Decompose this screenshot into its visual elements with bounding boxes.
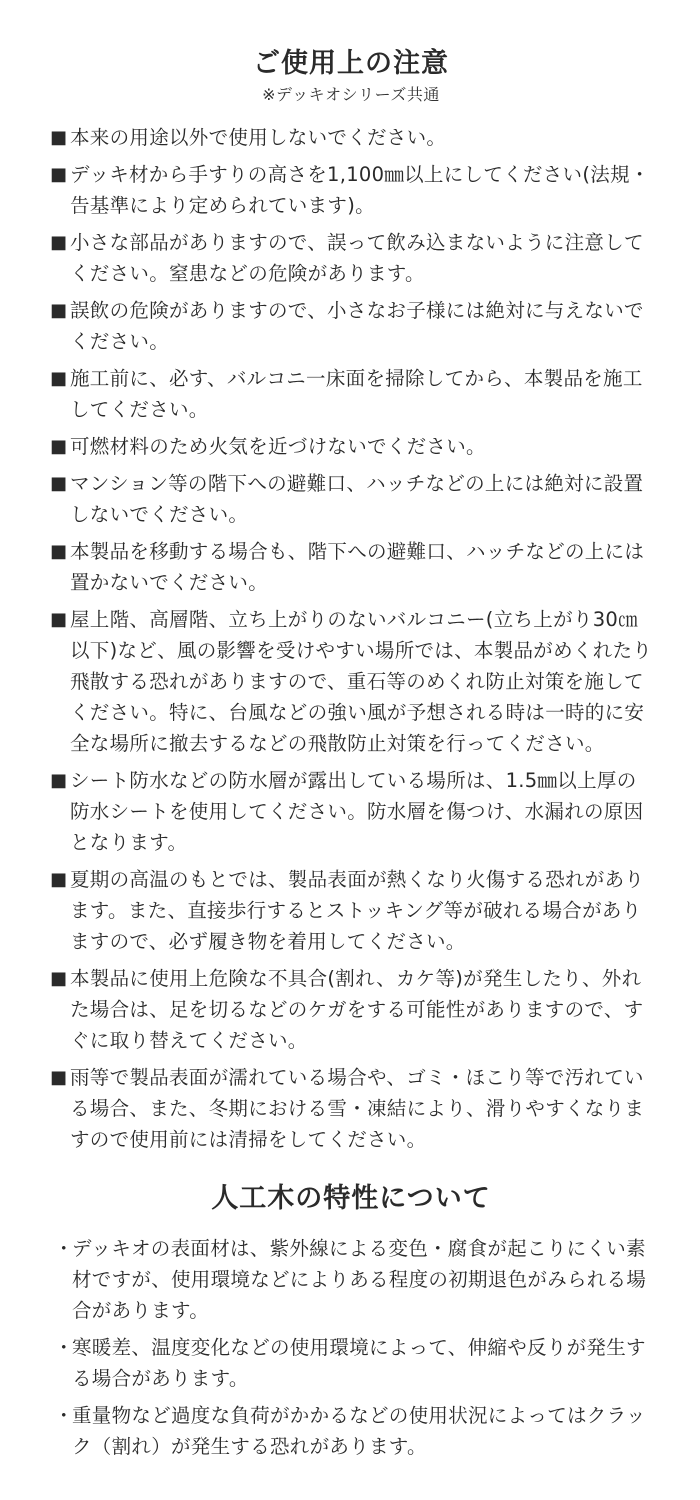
caution-text: 施工前に、必す、バルコニ一床面を掃除してから、本製品を施工してください。 <box>70 367 643 421</box>
feature-item <box>48 1332 654 1394</box>
square-bullet-icon: ■ <box>50 770 68 791</box>
feature-text: 重量物など過度な負荷がかかるなどの使用状況によってはクラック（割れ）が発生する恐れがあります。 <box>72 1404 646 1458</box>
square-bullet-icon: ■ <box>50 127 68 148</box>
caution-item <box>48 363 654 425</box>
square-bullet-icon: ■ <box>50 164 68 185</box>
caution-text: 本製品を移動する場合も、階下への避難口、ハッチなどの上には置かないでください。 <box>70 540 645 594</box>
caution-item <box>48 963 654 1056</box>
caution-text: シート防水などの防水層が露出している場所は、1.5㎜以上厚の防水シートを使用してください。防水層を傷つけ、水漏れの原因となります。 <box>70 769 644 854</box>
square-bullet-icon: ■ <box>50 300 68 321</box>
dot-bullet-icon: ・ <box>54 1336 74 1359</box>
caution-item <box>48 159 654 221</box>
caution-text: 夏期の高温のもとでは、製品表面が熱くなり火傷する恐れがあります。また、直接歩行するとストッキング等が破れる場合がありますので、必ず履き物を着用してください。 <box>70 868 645 953</box>
square-bullet-icon: ■ <box>50 368 68 389</box>
caution-text: 本製品に使用上危険な不具合(割れ、カケ等)が発生したり、外れた場合は、足を切るなどのケガをする可能性がありますので、すぐに取り替えてください。 <box>70 967 644 1052</box>
square-bullet-icon: ■ <box>50 232 68 253</box>
features-title: 人工木の特性について <box>211 1183 491 1214</box>
square-bullet-icon: ■ <box>50 473 68 494</box>
feature-item <box>48 1233 654 1326</box>
caution-item <box>48 765 654 858</box>
features-list <box>48 1233 654 1462</box>
caution-item <box>48 536 654 598</box>
dot-bullet-icon: ・ <box>54 1404 74 1427</box>
caution-text: 本来の用途以外で使用しないでください。 <box>70 126 447 149</box>
caution-text: マンション等の階下への避難口、ハッチなどの上には絶対に設置しないでください。 <box>70 472 644 526</box>
caution-item <box>48 604 654 759</box>
caution-item <box>48 227 654 289</box>
caution-title: ご使用上の注意 <box>253 48 449 79</box>
caution-item <box>48 295 654 357</box>
caution-item <box>48 864 654 957</box>
caution-item <box>48 431 654 462</box>
feature-text: デッキオの表面材は、紫外線による変色・腐食が起こりにくい素材ですが、使用環境などによりある程度の初期退色がみられる場合があります。 <box>72 1237 647 1322</box>
square-bullet-icon: ■ <box>50 609 68 630</box>
caution-text: 可燃材料のため火気を近づけないでください。 <box>70 435 486 458</box>
caution-subtitle: ※デッキオシリーズ共通 <box>262 85 440 104</box>
caution-text: 屋上階、高層階、立ち上がりのないバルコニー(立ち上がり30㎝以下)など、風の影響を受けやすい場所では、本製品がめくれたり飛散する恐れがありますので、重石等のめくれ防止対策を施してください。特に、台風などの強い風が予想される時は一時的に安全な場所に撤去するなどの飛散防止対策を行ってください。 <box>70 608 653 755</box>
square-bullet-icon: ■ <box>50 541 68 562</box>
caution-text: 雨等で製品表面が濡れている場合や、ゴミ・ほこり等で汚れている場合、また、冬期における雪・凍結により、滑りやすくなりますので使用前には清掃をしてください。 <box>70 1066 645 1151</box>
caution-list <box>48 122 654 1155</box>
square-bullet-icon: ■ <box>50 968 68 989</box>
caution-text: 誤飲の危険がありますので、小さなお子様には絶対に与えないでください。 <box>70 299 644 353</box>
feature-text: 寒暖差、温度変化などの使用環境によって、伸縮や反りが発生する場合があります。 <box>72 1336 646 1390</box>
caution-text: デッキ材から手すりの高さを1,100㎜以上にしてください(法規・告基準により定められています)。 <box>70 163 650 217</box>
square-bullet-icon: ■ <box>50 869 68 890</box>
square-bullet-icon: ■ <box>50 436 68 457</box>
dot-bullet-icon: ・ <box>54 1237 74 1260</box>
square-bullet-icon: ■ <box>50 1067 68 1088</box>
caution-text: 小さな部品がありますので、誤って飲み込まないように注意してください。窒患などの危険があります。 <box>70 231 644 285</box>
caution-item <box>48 122 654 153</box>
caution-item <box>48 1062 654 1155</box>
caution-item <box>48 468 654 530</box>
feature-item <box>48 1400 654 1462</box>
